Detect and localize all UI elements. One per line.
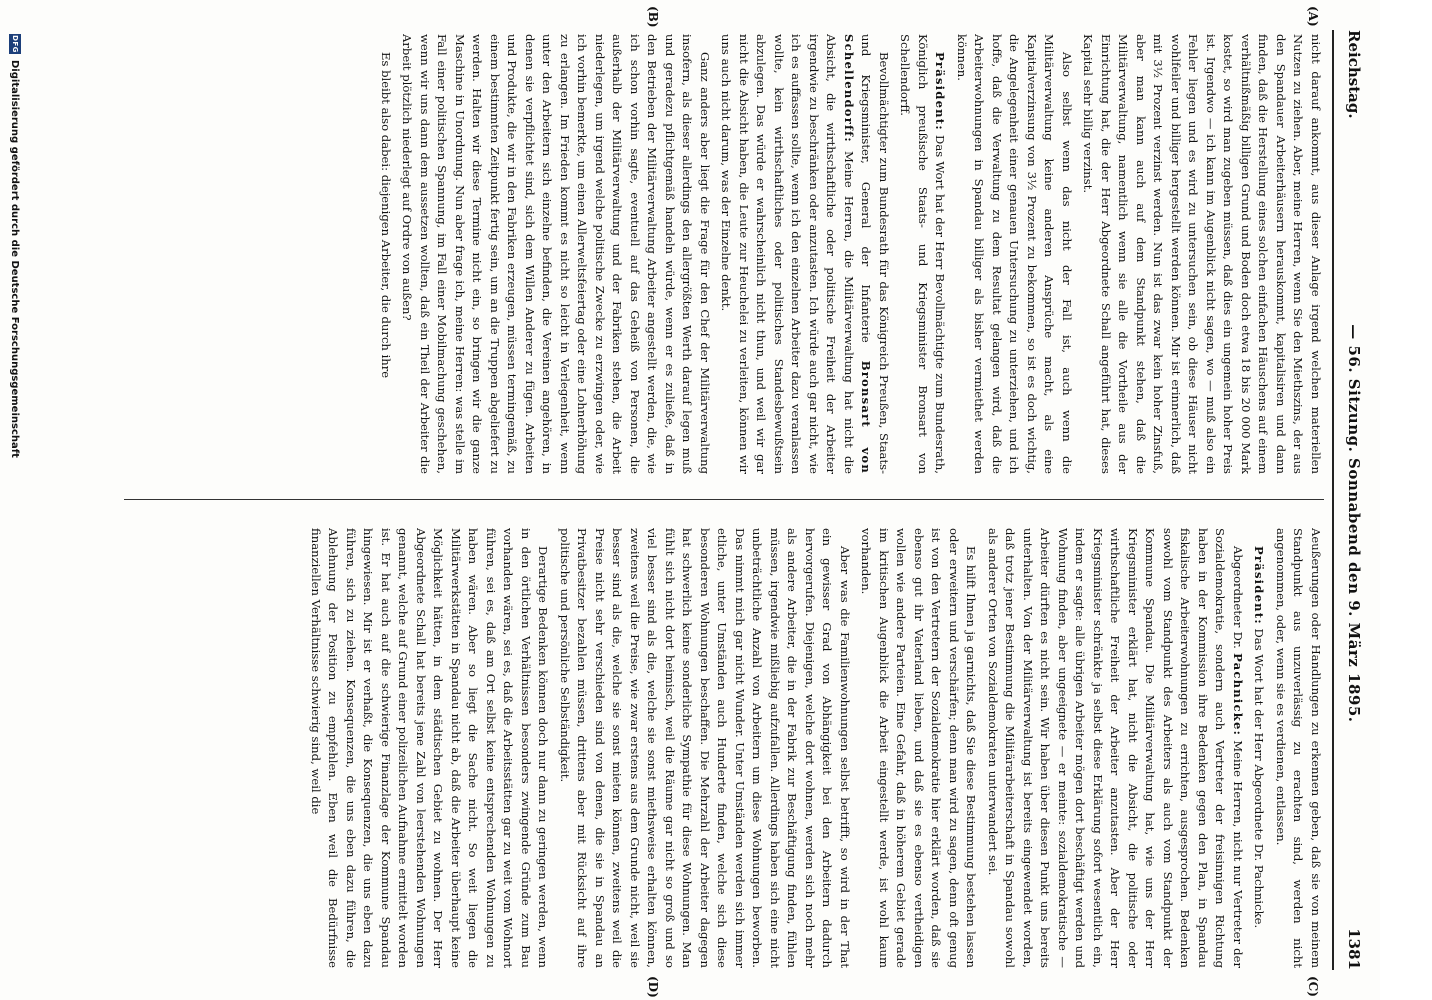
paragraph: Aeußerungen oder Handlungen zu erkennen geben, daß sie von meinem Standpunkt aus unzuverlässig zu erachten sind, werden nicht angenommen, oder, wenn sie es verdienen, entlassen. xyxy=(1274,528,1323,968)
speaker-name: Präsident: xyxy=(1252,546,1267,625)
paragraph: Derartige Bedenken können doch nur dann zu geringen werden, wenn in den örtlichen Verhältnissen besonders zwingende Gründe zum Bau vorhanden wären, sei es, daß die Arbeitsstätten gar zu weit vom Wohnort führen, sei es, daß am Ort selbst keine entsprechenden Wohnungen zu haben wären. Aber so liegt die Sache nicht. So weit liegen die Militärwerkstätten in Spandau nicht ab, daß die Arbeiter überhaupt keine Möglichkeit hätten, in dem städtischen Gebiet zu wohnen. Der Herr Abgeordnete Schall hat bereits jene Zahl von leerstehenden Wohnungen genannt, welche auf Grund einer polizeilichen Aufnahme ermittelt worden ist. Er hat auch auf die schwierige Finanzlage der Kommune Spandau hingewiesen. Mir ist er verhaßt, die Konsequenzen, die uns eben dazu führen, sich zu ziehen. Konsequenzen, die uns eben dazu führen, die Ablehnung der Position zu empfehlen. Eben weil die Bedürfnisse finanziellen Verhältnisse schwierig sind, weil die xyxy=(309,528,551,968)
paragraph: Also selbst wenn das nicht der Fall ist, auch wenn die Militärverwaltung keine anderen Ansprüche macht, als eine Kapitalverzinsung von 3½ Prozent zu bekommen, so ist es doch wichtig, die Angelegenheit einer genauen Untersuchung zu unterziehen, und ich hoffe, daß die Verwaltung zu dem Resultat gelangen wird, daß die Arbeiterwohnungen in Spandau billiger als bisher vermiethet werden können. xyxy=(955,34,1074,474)
running-title: — 56. Sitzung. Sonnabend den 9. März 1895. xyxy=(1345,324,1363,723)
speech-intro xyxy=(717,34,892,474)
speaker-name: Bronsart von Schellendorff: xyxy=(842,34,874,474)
speaker-prefix: Abgeordneter Dr. xyxy=(1231,546,1245,649)
page-header xyxy=(1336,30,1372,970)
margin-marker-a: (A) xyxy=(1306,6,1320,27)
header-rule xyxy=(1332,30,1334,970)
paragraph: nicht darauf ankommt, aus dieser Anlage irgend welchen materiellen Nutzen zu ziehen. Aber, meine Herren, wenn Sie den Miethszins, der aus den Spandauer Arbeiterhäusern herauskommt, kapitalisiren und dann finden, daß die Herstellung eines solchen einfachen Häuschens auf einem verhältnißmäßig billigen Grund und Boden doch etwa 18 bis 20 000 Mark kostet, so wird man zugeben müssen, daß dies ein ungemein hoher Preis ist. Irgendwo — ich kann im Augenblick nicht sagen, wo — muß also ein Fehler liegen und es wird zu untersuchen sein, ob diese Häuser nicht wohlfeiler und billiger hergestellt werden können. Mir ist erinnerlich, daß mit 3½ Prozent verzinst werden. Nun ist das zwar kein hoher Zinsfuß, aber man kann auch auf dem Standpunkt stehen, daß die Militärverwaltung, namentlich wenn sie alle die Vortheile aus der Einrichtung hat, die der Herr Abgeordnete Schall angeführt hat, dieses Kapital sehr billig verzinst. xyxy=(1081,34,1323,474)
left-column xyxy=(124,34,1324,474)
digitization-footer xyxy=(5,34,25,966)
right-column xyxy=(124,528,1324,968)
header-left: Reichstag. xyxy=(1345,30,1363,119)
footer-text: Digitalisierung gefördert durch die Deutsche Forschungsgemeinschaft xyxy=(9,60,21,458)
speaker-name: Pachnicke: xyxy=(1231,653,1245,737)
speech-intro xyxy=(896,34,949,474)
paragraph-text: Meine Herren, die Militärverwaltung hat nicht die Absicht, die wirthschaftliche oder politische Freiheit der Arbeiter irgendwie zu beschränken oder anzutasten. Ich würde auch gar nicht, wie ich es auffassen sollte, wenn ich den einzelnen Arbeiter dazu veranlassen wollte, kein wirthschaftliches oder politisches Standesbewußtsein abzulegen. Das würde er wahrscheinlich nicht thun, und weil wir gar nicht die Absicht haben, die Leute zur Heuchelei zu verleiten, können wir uns auch nicht darum, was der Einzelne denkt. xyxy=(719,34,856,474)
paragraph-text: Das Wort hat der Herr Bevollmächtigte zum Bundesrath, Königlich preußische Staats- und Kriegsminister Bronsart von Schellendorff. xyxy=(898,34,948,474)
paragraph: Es hilft Ihnen ja garnichts, daß Sie diese Bestimmung bestehen lassen oder erweitern und verschärfen; denn man wird zu sagen, denn oft genug ist von den Vertretern der Sozialdemokratie hier erklärt worden, daß sie ebenso gut ihr Vaterland lieben, und daß sie es ebenso vertheidigen wollen wie andere Parteien. Eine Gefahr, daß in höherem Gebiet gerade im kritischen Augenblick die Arbeit eingestellt werde, ist wohl kaum vorhanden. xyxy=(859,528,979,968)
speech-intro xyxy=(1250,528,1268,968)
speech-intro xyxy=(984,528,1247,968)
paragraph-text: Das Wort hat der Herr Abgeordnete Dr. Pachnicke. xyxy=(1252,628,1267,929)
dfg-logo-icon: DFG xyxy=(11,35,19,53)
speaker-name: Präsident: xyxy=(933,52,948,131)
margin-marker-c: (C) xyxy=(1306,976,1320,997)
margin-marker-d: (D) xyxy=(646,976,660,998)
page-number: 1381 xyxy=(1345,928,1363,970)
paragraph: Ganz anders aber liegt die Frage für den Chef der Militärverwaltung insofern, als dieser allerdings den allergrößten Werth darauf legen muß und geradezu pflichtgemäß handeln würde, wenn er es zuließe, daß in den Betrieben der Militärverwaltung Arbeiter angestellt werden, die, wie ich schon vorhin sagte, eventuell auf das Geheiß von Personen, die außerhalb der Militärverwaltung und der Fabriken stehen, die Arbeit niederlegen, um irgend welche politische Zwecke zu erzwingen oder, wie ich vorhin bemerkte, um einen Allerweltsfeiertag oder eine Lohnerhöhung zu erlangen. Im Frieden kommt es nicht so leicht in Verlegenheit, wenn unter den Arbeitern sich einzelne befinden, die Vereinen angehören, in denen sie verpflichtet sind, sich dem Willen Anderer zu fügen. Arbeiten und Produkte, die wir in den Fabriken erzeugen, müssen termingemäß, zu einem bestimmten Zeitpunkt fertig sein, um an die Truppen abgeliefert zu werden. Halten wir diese Termine nicht ein, so bringen wir die ganze Maschine in Unordnung. Nun aber frage ich, meine Herren: was stelle im Fall einer politischen Spannung, im Fall einer Mobilmachung geschehen, wenn wir uns dann dem aussetzen wollten, daß ein Theil der Arbeiter die Arbeit plötzlich niederlegt auf Ordre von außen? xyxy=(400,34,712,474)
paragraph: Es bleibt also dabei: diejenigen Arbeiter, die durch ihre xyxy=(379,52,393,379)
column-divider xyxy=(124,499,1324,500)
paragraph-text: Meine Herren, nicht nur Vertreter der Sozialdemokratie, sondern auch Vertreter der freisinnigen Richtung haben in der Kommission ihre Bedenken gegen den Plan, in Spandau fiskalische Arbeiterwohnungen zu errichten, ausgesprochen. Bedenken sowohl vom Standpunkt des Arbeiters als auch vom Standpunkt der Kommune Spandau. Die Militärverwaltung hat, wie uns der Herr Kriegsminister erklärt hat, nicht die Absicht, die politische oder wirthschaftliche Freiheit der Arbeiter anzutasten. Aber der Herr Kriegsminister schränkte ja selbst diese Erklärung sofort wesentlich ein, indem er sagte: alle übrigen Arbeiter mögen dort beschäftigt werden und Wohnung finden, aber ungeeignete — er meinte: sozialdemokratische — Arbeiter dürften es nicht sein. Wir haben über diesen Punkt uns bereits unterhalten. Von der Militärverwaltung ist bereits eingewendet worden, daß trotz jener Bestimmung die Militärarbeiterschaft in Spandau sowohl als anderer Orten von Sozialdemokraten unterwandert sei. xyxy=(986,528,1245,968)
paragraph: Aber was die Familienwohnungen selbst betrifft, so wird in der That ein gewisser Grad von Abhängigkeit bei den Arbeitern dadurch hervorgerufen. Diejenigen, welche dort wohnen, werden sich noch mehr als andere Arbeiter, die in der Fabrik zur Beschäftigung finden, fühlen müssen, irgendwie mißliebig aufzufallen. Allerdings haben sich eine nicht unbeträchtliche Anzahl von Arbeitern um diese Wohnungen beworben. Das nimmt mich gar nicht Wunder. Unter Umständen werden sich immer etliche, unter Umständen auch Hunderte finden, welche sich diese besonderen Wohnungen beschaffen. Die Mehrzahl der Arbeiter dagegen hat schwerlich keine sonderliche Sympathie für diese Wohnungen. Man fühlt sich nicht dort heimisch, weil die Räume gar nicht so groß und so viel besser sind als die, welche sie sonst miethsweise erhalten können, zweitens weil die Preise, wie zwar erstens aus dem Grunde nicht, weil sie besser sind als die, welche sie sonst mieten können, zweitens weil die Preise nicht sehr verschieden sind von denen, die sie in Spandau an Privatbesitzer bezahlen müssen, drittens aber mit Rücksicht auf ihre politische und persönliche Selbständigkeit. xyxy=(558,528,852,968)
paragraph-text: Bevollmächtigter zum Bundesrath für das Königreich Preußen, Staats- und Kriegsminister, General der Infanterie xyxy=(859,34,891,474)
margin-marker-b: (B) xyxy=(646,6,660,28)
